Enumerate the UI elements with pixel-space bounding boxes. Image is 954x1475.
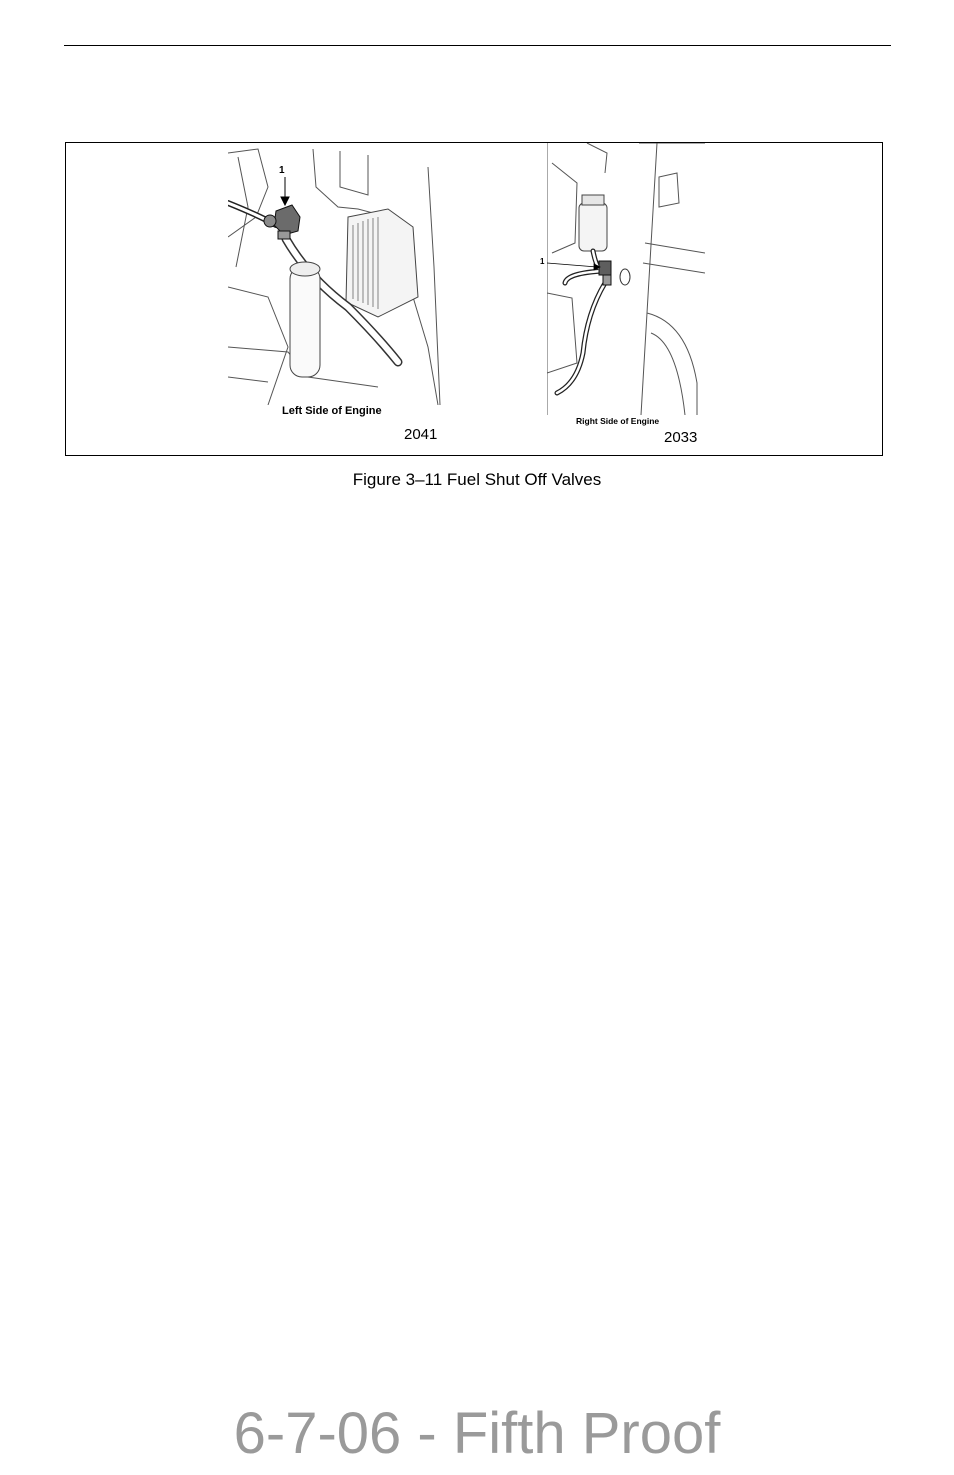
right-panel-caption: Right Side of Engine (576, 416, 660, 426)
right-callout-number: 1 (540, 257, 545, 266)
left-panel-number: 2041 (404, 426, 438, 443)
figure-frame (65, 142, 883, 456)
right-engine-illustration (547, 143, 705, 415)
left-callout-number: 1 (279, 165, 285, 176)
proof-watermark: 6-7-06 - Fifth Proof (233, 1401, 721, 1466)
header-rule (64, 45, 891, 46)
left-engine-illustration (228, 147, 448, 405)
right-panel-number: 2033 (664, 429, 698, 446)
figure-caption: Figure 3–11 Fuel Shut Off Valves (352, 470, 602, 489)
left-panel-caption: Left Side of Engine (282, 405, 382, 417)
